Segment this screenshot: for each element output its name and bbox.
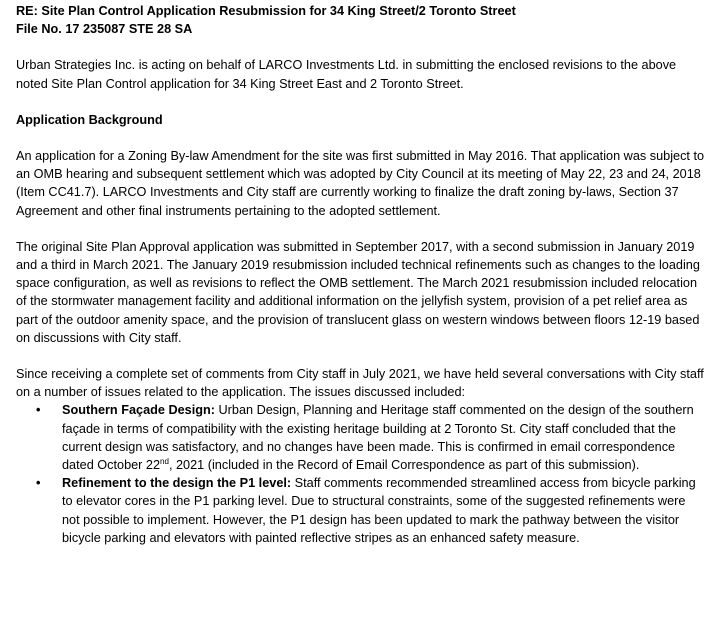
issue-text: Staff comments recommended streamlined access from bicycle parking to elevator cores in the P1 parking level. Due to structural constraints, some of the suggested refinements were not possible to implement. However, the P1 design has been updated to mark the pathway between the visitor bicycle parking and elevators with painted reflective stripes as an enhanced safety measure. [62, 476, 696, 545]
subject-line: RE: Site Plan Control Application Resubmission for 34 King Street/2 Toronto Street [16, 4, 516, 18]
issues-list [16, 401, 706, 547]
issue-text: Urban Design, Planning and Heritage staff commented on the design of the southern façade in terms of compatibility with the existing heritage building at 2 Toronto St. City staff concluded that the current design was satisfactory, and no changes have been made. This is confirmed in email correspondence dated October 22 [62, 403, 694, 473]
issue-text-continued: , 2021 (included in the Record of Email Correspondence as part of this submission). [168, 458, 640, 473]
ordinal-suffix: nd [160, 456, 169, 466]
spacer [16, 93, 706, 111]
spacer [16, 347, 706, 365]
bullet-icon: • [36, 403, 41, 418]
intro-paragraph: Urban Strategies Inc. is acting on behalf of LARCO Investments Ltd. in submitting the enclosed revisions to the above noted Site Plan Control application for 34 King Street East and 2 Toronto Street. [16, 58, 677, 91]
background-paragraph-1: An application for a Zoning By-law Amendment for the site was first submitted in May 2016. That application was subject to an OMB hearing and subsequent settlement which was adopted by City Council at its meeting of May 22, 23 and 24, 2018 (Item CC41.7). LARCO Investments and City staff are currently working to finalize the draft zoning by-laws, Section 37 Agreement and other final instruments pertaining to the adopted settlement. [16, 149, 705, 218]
section-heading: Application Background [16, 112, 163, 127]
issue-label: Refinement to the design the P1 level: [62, 476, 292, 491]
letter-body [16, 2, 706, 547]
spacer [16, 129, 706, 147]
background-paragraph-2: The original Site Plan Approval application was submitted in September 2017, with a second submission in January 2019 and a third in March 2021. The January 2019 resubmission included technical refinements such as changes to the loading space configuration, as well as revisions to reflect the OMB settlement. The March 2021 resubmission included relocation of the stormwater management facility and additional information on the jellyfish system, provision of a pet relief area as part of the outdoor amenity space, and the provision of translucent glass on western windows between floors 12-19 based on discussions with City staff. [16, 239, 700, 345]
list-item [16, 474, 706, 547]
file-number: File No. 17 235087 STE 28 SA [16, 22, 193, 37]
list-item [16, 401, 706, 474]
issue-label: Southern Façade Design: [62, 403, 215, 418]
bullet-icon: • [36, 476, 41, 491]
background-paragraph-3: Since receiving a complete set of comments from City staff in July 2021, we have held several conversations with City staff on a number of issues related to the application. The issues discussed included: [16, 367, 704, 400]
spacer [16, 220, 706, 238]
spacer [16, 38, 706, 56]
